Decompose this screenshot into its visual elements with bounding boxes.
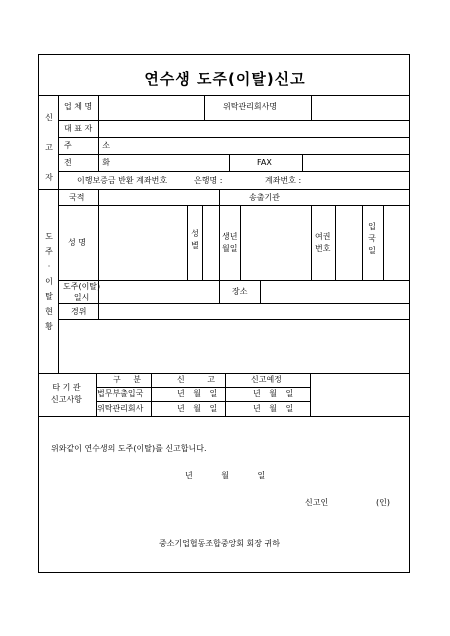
bank-name-label: 은행명 : [194, 176, 223, 185]
addressee: 중소기업협동조합중앙회 회장 귀하 [159, 539, 281, 548]
rule-reporter-2 [58, 137, 409, 138]
seal-mark: (인) [376, 498, 390, 507]
rule-status-2 [58, 280, 409, 281]
rule-entry-left [362, 205, 363, 280]
document-title: 연수생 도주(이탈)신고 [144, 70, 306, 88]
agency-header-planned: 신고예정 [251, 375, 282, 384]
circumstances-label: 경위 [71, 307, 87, 316]
nationality-label: 국적 [69, 193, 85, 202]
rule-trust-label-right [311, 95, 312, 120]
rule-fax-right [302, 154, 303, 171]
rule-gender-value-right [219, 205, 220, 280]
rule-status-4 [58, 319, 409, 320]
agency-row-planned-date: 년 월 일 [253, 404, 294, 413]
rule-status-1 [58, 205, 409, 206]
rule-birth-right [240, 205, 241, 280]
reporter-section-label: 신 고 자 [45, 113, 53, 182]
form-frame [38, 54, 410, 573]
rule-agency-col-2 [225, 373, 226, 416]
rule-reporter-end [39, 189, 409, 190]
rule-agency-1 [96, 387, 310, 388]
deposit-account-label: 이행보증금 반환 계좌번호 [77, 176, 168, 185]
rule-passport-right [335, 205, 336, 280]
agency-row-category: 위탁관리회사 [97, 404, 144, 413]
rule-title-bottom [39, 95, 409, 96]
agency-row-report-date: 년 월 일 [177, 389, 218, 398]
rule-agency-col-1 [151, 373, 152, 416]
rule-agency-2 [96, 401, 310, 402]
rule-place-left [219, 280, 220, 303]
rule-reporter-1 [58, 120, 409, 121]
phone-label: 전 화 [64, 158, 110, 167]
sending-agency-label: 송출기관 [249, 193, 280, 202]
passport-number-label: 여권 번호 [315, 232, 331, 253]
rule-gender-right [202, 205, 203, 280]
fax-label: FAX [257, 158, 272, 167]
rule-status-3 [58, 303, 409, 304]
escape-datetime-label: 도주(이탈) 일시 [63, 282, 101, 302]
rule-status-end [39, 373, 409, 374]
entry-date-label: 입 국 일 [368, 222, 376, 255]
rule-place-right [260, 280, 261, 303]
birth-date-label: 생년 월일 [222, 232, 238, 253]
ceo-label: 대 표 자 [64, 124, 93, 133]
escape-status-section-label: 도 주 · 이 탈 현 황 [45, 232, 53, 331]
rule-entry-right [383, 205, 384, 280]
rule-section-column [58, 95, 59, 373]
declaration-statement: 위와같이 연수생의 도주(이탈)를 신고합니다. [51, 444, 207, 453]
name-label: 성 명 [68, 238, 86, 247]
account-number-label: 계좌번호 : [265, 176, 302, 185]
other-agency-section-label: 타 기 관 신고사항 [51, 383, 82, 404]
rule-gender-left [187, 205, 188, 280]
declaration-date: 년 월 일 [185, 471, 266, 480]
address-label: 주 소 [64, 141, 110, 150]
agency-row-report-date: 년 월 일 [177, 404, 218, 413]
agency-row-category: 법무부출입국 [97, 389, 144, 398]
rule-fax-left [229, 154, 230, 171]
agency-header-report: 신 고 [177, 375, 215, 384]
rule-sending-left [219, 189, 220, 205]
rule-reporter-3 [58, 154, 409, 155]
trust-company-label: 위탁관리회사명 [223, 102, 278, 111]
reporter-signature-label: 신고인 [305, 498, 329, 507]
rule-agency-col-3 [310, 373, 311, 416]
agency-header-category: 구 분 [113, 375, 141, 384]
rule-reporter-4 [58, 171, 409, 172]
agency-row-planned-date: 년 월 일 [253, 389, 294, 398]
rule-trust-label-left [204, 95, 205, 120]
place-label: 장소 [232, 287, 248, 296]
rule-agency-end [39, 416, 409, 417]
gender-label: 성 별 [191, 229, 199, 250]
company-name-label: 업 체 명 [64, 102, 93, 111]
rule-passport-left [311, 205, 312, 280]
